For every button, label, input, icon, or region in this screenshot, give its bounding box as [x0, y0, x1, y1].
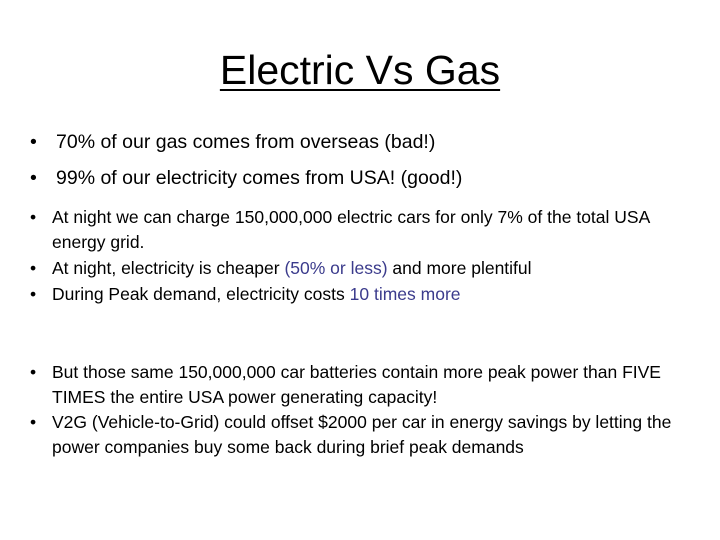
- bullet-icon: •: [30, 362, 37, 382]
- list-item: [30, 205, 700, 255]
- list-item-text: and more plentiful: [387, 258, 532, 278]
- list-item: [30, 282, 700, 307]
- bullet-list-v2g: [30, 360, 710, 460]
- slide-title: Electric Vs Gas: [219, 47, 501, 93]
- list-item: [30, 360, 710, 410]
- highlight-text: (50% or less): [284, 258, 388, 278]
- bullet-list-charging: [30, 205, 700, 307]
- list-item-text: But those same 150,000,000 car batteries contain more peak power than FIVE TIMES the entire USA power generating capacity!: [52, 362, 661, 407]
- bullet-list-gas-sources: [30, 124, 690, 196]
- bullet-icon: •: [30, 131, 37, 153]
- list-item-text: 70% of our gas comes from overseas (bad!): [56, 131, 436, 153]
- list-item: [30, 256, 700, 281]
- list-item-text: At night we can charge 150,000,000 electric cars for only 7% of the total USA energy grid.: [52, 207, 650, 252]
- bullet-icon: •: [30, 258, 37, 278]
- highlight-text: 10 times more: [349, 284, 461, 304]
- bullet-icon: •: [30, 167, 37, 189]
- list-item-text: V2G (Vehicle-to-Grid) could offset $2000 per car in energy savings by letting the power companies buy some back during brief peak demands: [52, 412, 672, 457]
- list-item-text: During Peak demand, electricity costs: [52, 284, 350, 304]
- list-item-text: 99% of our electricity comes from USA! (good!): [56, 167, 463, 189]
- bullet-icon: •: [30, 412, 37, 432]
- list-item: [30, 124, 690, 160]
- list-item: [30, 410, 710, 460]
- list-item-text: At night, electricity is cheaper: [52, 258, 285, 278]
- list-item: [30, 160, 690, 196]
- bullet-icon: •: [30, 207, 37, 227]
- bullet-icon: •: [30, 284, 37, 304]
